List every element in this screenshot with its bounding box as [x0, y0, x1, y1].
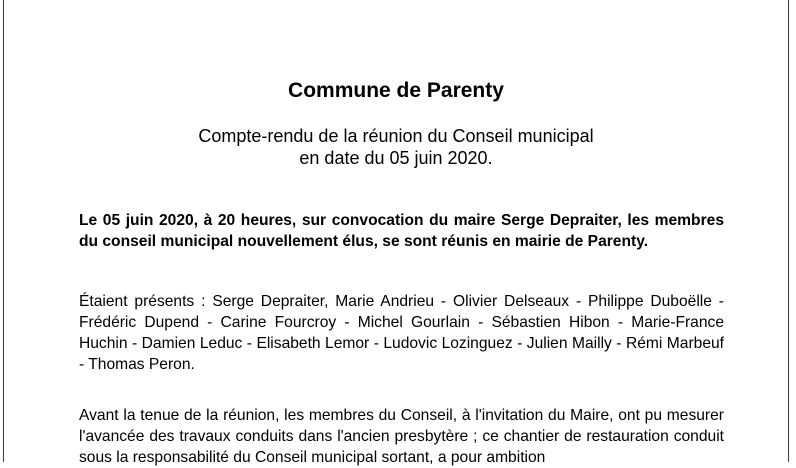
body-paragraph: Avant la tenue de la réunion, les membres du Conseil, à l'invitation du Maire, ont pu mesurer l'avancée des travaux conduits dans l'ancien presbytère ; ce chantier de restauration conduit sous la responsabilité du Conseil municipal sortant, a pour ambition — [79, 407, 724, 466]
document-page — [3, 0, 789, 466]
subtitle-line-1: Compte-rendu de la réunion du Conseil municipal — [198, 126, 594, 146]
intro-paragraph: Le 05 juin 2020, à 20 heures, sur convocation du maire Serge Depraiter, les membres du conseil municipal nouvellement élus, se sont réunis en mairie de Parenty. — [79, 212, 724, 250]
document-subtitle — [4, 125, 788, 169]
attendees-paragraph: Étaient présents : Serge Depraiter, Marie Andrieu - Olivier Delseaux - Philippe Duboëlle - Frédéric Dupend - Carine Fourcroy - Michel Gourlain - Sébastien Hibon - Marie-France Huchin - Damien Leduc - Elisabeth Lemor - Ludovic Lozinguez - Julien Mailly - Rémi Marbeuf - Thomas Peron. — [79, 293, 724, 373]
document-title: Commune de Parenty — [288, 79, 504, 102]
subtitle-line-2: en date du 05 juin 2020. — [299, 148, 493, 168]
